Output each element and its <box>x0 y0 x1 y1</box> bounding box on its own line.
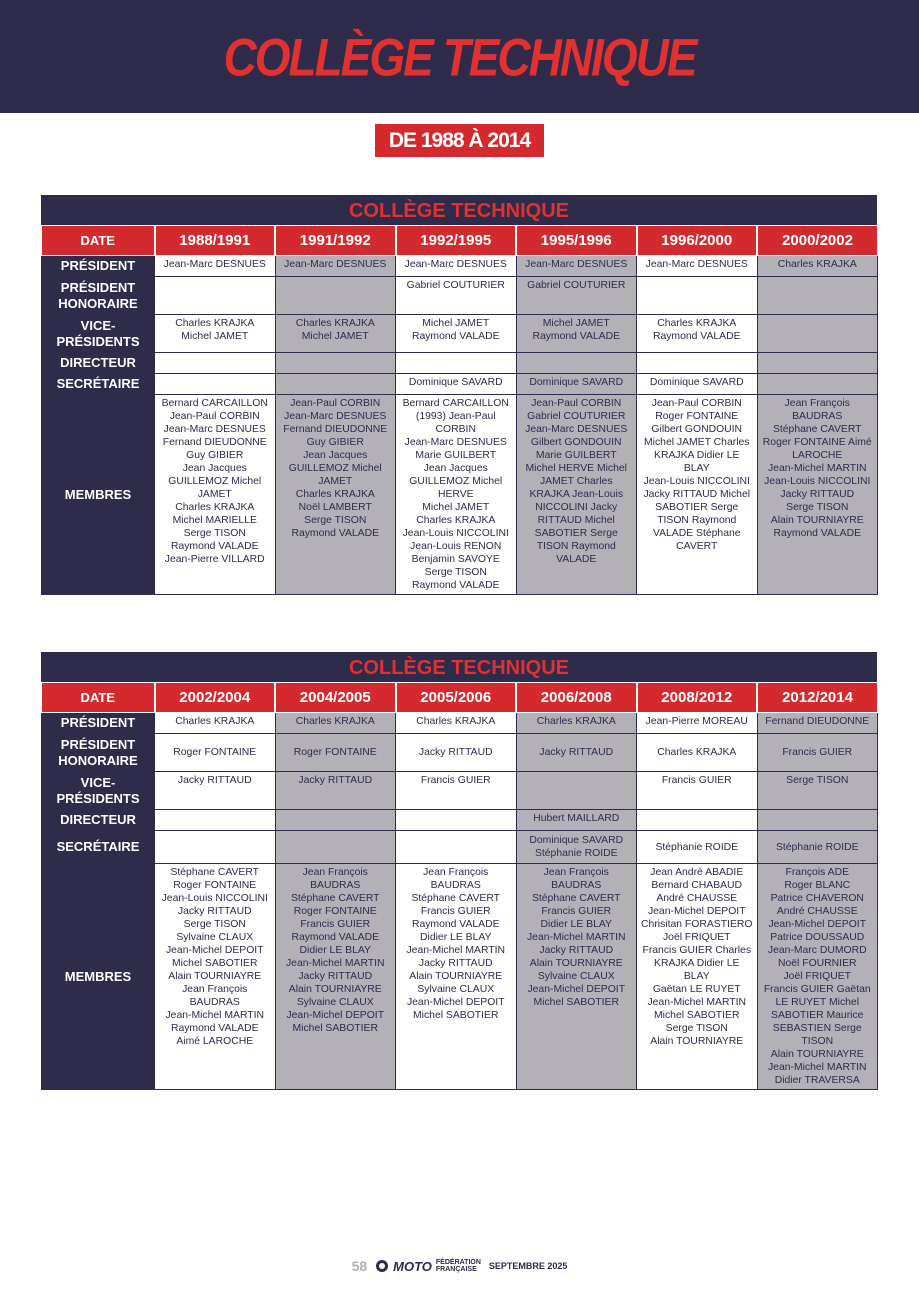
row-label: VICE-PRÉSIDENTS <box>42 772 155 810</box>
logo-line-1: FÉDÉRATION <box>435 1259 481 1266</box>
table-cell: Jean-Marc DESNUES <box>637 256 758 277</box>
table-cell <box>396 810 517 831</box>
members-cell: Jean-Paul CORBIN Roger FONTAINE Gilbert GONDOUIN Michel JAMET Charles KRAJKA Didier LE BLAY Jean-Louis NICCOLINI Jacky RITTAUD Michel SABOTIER Serge TISON Raymond VALADE Stéphane CAVERT <box>637 395 758 595</box>
table-cell <box>516 353 637 374</box>
table-cell <box>275 810 396 831</box>
members-cell: Jean François BAUDRAS Stéphane CAVERT Roger FONTAINE Aimé LAROCHE Jean-Michel MARTIN Jean-Louis NICCOLINI Jacky RITTAUD Serge TISON Alain TOURNIAYRE Raymond VALADE <box>757 395 878 595</box>
table-cell: Charles KRAJKA <box>516 713 637 734</box>
members-cell: Jean-Paul CORBIN Jean-Marc DESNUES Fernand DIEUDONNE Guy GIBIER Jean Jacques GUILLEMOZ Michel JAMET Charles KRAJKA Noël LAMBERT Serge TISON Raymond VALADE <box>275 395 396 595</box>
page-footer <box>0 1256 919 1276</box>
table-cell: Charles KRAJKA Raymond VALADE <box>637 315 758 353</box>
table-cell: Dominique SAVARD Stéphanie ROIDE <box>516 831 637 864</box>
row-label: MEMBRES <box>42 864 155 1090</box>
table-cell <box>396 353 517 374</box>
members-table <box>41 682 878 1090</box>
period-header: 2004/2005 <box>275 683 396 713</box>
members-cell: Jean François BAUDRAS Stéphane CAVERT Francis GUIER Raymond VALADE Didier LE BLAY Jean-Michel MARTIN Jacky RITTAUD Alain TOURNIAYRE Sylvaine CLAUX Jean-Michel DEPOIT Michel SABOTIER <box>396 864 517 1090</box>
table-cell <box>757 315 878 353</box>
period-header: 2012/2014 <box>757 683 878 713</box>
table-cell <box>757 374 878 395</box>
table-cell: Francis GUIER <box>637 772 758 810</box>
table-row <box>42 734 878 772</box>
table-cell: Jean-Marc DESNUES <box>396 256 517 277</box>
table-cell <box>275 374 396 395</box>
row-label: SECRÉTAIRE <box>42 831 155 864</box>
table-cell: Jacky RITTAUD <box>155 772 276 810</box>
table-cell: Jacky RITTAUD <box>396 734 517 772</box>
period-header: 1992/1995 <box>396 226 517 256</box>
row-label: PRÉSIDENT <box>42 256 155 277</box>
members-cell: Bernard CARCAILLON (1993) Jean-Paul CORBIN Jean-Marc DESNUES Marie GUILBERT Jean Jacques GUILLEMOZ Michel HERVE Michel JAMET Charles KRAJKA Jean-Louis NICCOLINI Jean-Louis RENON Benjamin SAVOYE Serge TISON Raymond VALADE <box>396 395 517 595</box>
table-cell <box>637 810 758 831</box>
ffm-logo <box>375 1259 481 1274</box>
row-label: PRÉSIDENT <box>42 713 155 734</box>
college-table-2002-2014 <box>41 652 877 1090</box>
table-cell: Michel JAMET Raymond VALADE <box>516 315 637 353</box>
table-cell: Gabriel COUTURIER <box>396 277 517 315</box>
table-cell: Jacky RITTAUD <box>516 734 637 772</box>
table-cell: Hubert MAILLARD <box>516 810 637 831</box>
table-cell: Jean-Pierre MOREAU <box>637 713 758 734</box>
period-header: 1996/2000 <box>637 226 758 256</box>
row-label: MEMBRES <box>42 395 155 595</box>
table-cell <box>637 353 758 374</box>
table-cell: Charles KRAJKA Michel JAMET <box>155 315 276 353</box>
table-title: COLLÈGE TECHNIQUE <box>41 652 877 682</box>
members-cell: Jean François BAUDRAS Stéphane CAVERT Roger FONTAINE Francis GUIER Raymond VALADE Didier LE BLAY Jean-Michel MARTIN Jacky RITTAUD Alain TOURNIAYRE Sylvaine CLAUX Jean-Michel DEPOIT Michel SABOTIER <box>275 864 396 1090</box>
header-row <box>42 683 878 713</box>
table-cell <box>396 831 517 864</box>
table-cell <box>155 374 276 395</box>
table-cell: Charles KRAJKA <box>637 734 758 772</box>
table-row <box>42 395 878 595</box>
page-number: 58 <box>351 1258 368 1274</box>
logo-moto-text: MOTO <box>393 1258 432 1274</box>
issue-date: SEPTEMBRE 2025 <box>488 1261 568 1271</box>
table-title: COLLÈGE TECHNIQUE <box>41 195 877 225</box>
table-cell: Roger FONTAINE <box>155 734 276 772</box>
table-cell: Dominique SAVARD <box>516 374 637 395</box>
table-row <box>42 831 878 864</box>
period-header: 2000/2002 <box>757 226 878 256</box>
table-row <box>42 353 878 374</box>
members-cell: Jean François BAUDRAS Stéphane CAVERT Francis GUIER Didier LE BLAY Jean-Michel MARTIN Jacky RITTAUD Alain TOURNIAYRE Sylvaine CLAUX Jean-Michel DEPOIT Michel SABOTIER <box>516 864 637 1090</box>
table-cell: Charles KRAJKA <box>396 713 517 734</box>
table-cell: Jean-Marc DESNUES <box>155 256 276 277</box>
table-cell: Stéphanie ROIDE <box>637 831 758 864</box>
table-cell: Jacky RITTAUD <box>275 772 396 810</box>
table-cell: Fernand DIEUDONNE <box>757 713 878 734</box>
table-row <box>42 315 878 353</box>
table-cell: Jean-Marc DESNUES <box>275 256 396 277</box>
table-cell: Charles KRAJKA <box>155 713 276 734</box>
members-cell: François ADE Roger BLANC Patrice CHAVERON André CHAUSSE Jean-Michel DEPOIT Patrice DOUSSAUD Jean-Marc DUMORD Noël FOURNIER Joël FRIQUET Francis GUIER Gaëtan LE RUYET Michel SABOTIER Maurice SEBASTIEN Serge TISON Alain TOURNIAYRE Jean-Michel MARTIN Didier TRAVERSA <box>757 864 878 1090</box>
table-row <box>42 810 878 831</box>
period-header: 2006/2008 <box>516 683 637 713</box>
row-label: DIRECTEUR <box>42 810 155 831</box>
row-label: DIRECTEUR <box>42 353 155 374</box>
table-cell <box>155 277 276 315</box>
table-cell: Charles KRAJKA <box>757 256 878 277</box>
members-cell: Jean-Paul CORBIN Gabriel COUTURIER Jean-Marc DESNUES Gilbert GONDOUIN Marie GUILBERT Michel HERVE Michel JAMET Charles KRAJKA Jean-Louis NICCOLINI Jacky RITTAUD Michel SABOTIER Serge TISON Raymond VALADE <box>516 395 637 595</box>
logo-line-2: FRANÇAISE <box>435 1266 477 1273</box>
table-cell: Stéphanie ROIDE <box>757 831 878 864</box>
table-cell <box>757 353 878 374</box>
header-band <box>0 0 919 113</box>
members-table <box>41 225 878 595</box>
period-header: 2002/2004 <box>155 683 276 713</box>
table-row <box>42 256 878 277</box>
period-header: 1995/1996 <box>516 226 637 256</box>
row-label: PRÉSIDENT HONORAIRE <box>42 734 155 772</box>
members-cell: Jean André ABADIE Bernard CHABAUD André CHAUSSE Jean-Michel DEPOIT Chrisitan FORASTIERO Joël FRIQUET Francis GUIER Charles KRAJKA Didier LE BLAY Gaëtan LE RUYET Jean-Michel MARTIN Michel SABOTIER Serge TISON Alain TOURNIAYRE <box>637 864 758 1090</box>
table-cell: Charles KRAJKA Michel JAMET <box>275 315 396 353</box>
table-cell <box>757 810 878 831</box>
table-row <box>42 277 878 315</box>
period-badge: DE 1988 À 2014 <box>375 124 544 157</box>
table-cell <box>155 353 276 374</box>
table-row <box>42 772 878 810</box>
table-cell <box>275 353 396 374</box>
table-cell: Serge TISON <box>757 772 878 810</box>
table-cell: Dominique SAVARD <box>637 374 758 395</box>
table-cell: Jean-Marc DESNUES <box>516 256 637 277</box>
table-cell: Michel JAMET Raymond VALADE <box>396 315 517 353</box>
date-header: DATE <box>42 226 155 256</box>
period-header: 2008/2012 <box>637 683 758 713</box>
table-cell: Dominique SAVARD <box>396 374 517 395</box>
members-cell: Stéphane CAVERT Roger FONTAINE Jean-Louis NICCOLINI Jacky RITTAUD Serge TISON Sylvaine CLAUX Jean-Michel DEPOIT Michel SABOTIER Alain TOURNIAYRE Jean François BAUDRAS Jean-Michel MARTIN Raymond VALADE Aimé LAROCHE <box>155 864 276 1090</box>
table-cell: Charles KRAJKA <box>275 713 396 734</box>
page-title: COLLÈGE TECHNIQUE <box>223 26 696 87</box>
header-row <box>42 226 878 256</box>
table-row <box>42 713 878 734</box>
table-cell <box>155 810 276 831</box>
period-header: 1991/1992 <box>275 226 396 256</box>
table-cell <box>637 277 758 315</box>
college-table-1988-2002 <box>41 195 877 595</box>
row-label: SECRÉTAIRE <box>42 374 155 395</box>
table-cell <box>516 772 637 810</box>
table-row <box>42 374 878 395</box>
table-cell <box>155 831 276 864</box>
row-label: PRÉSIDENT HONORAIRE <box>42 277 155 315</box>
table-cell <box>275 277 396 315</box>
date-header: DATE <box>42 683 155 713</box>
table-cell: Francis GUIER <box>396 772 517 810</box>
period-header: 2005/2006 <box>396 683 517 713</box>
table-cell: Francis GUIER <box>757 734 878 772</box>
members-cell: Bernard CARCAILLON Jean-Paul CORBIN Jean-Marc DESNUES Fernand DIEUDONNE Guy GIBIER Jean Jacques GUILLEMOZ Michel JAMET Charles KRAJKA Michel MARIELLE Serge TISON Raymond VALADE Jean-Pierre VILLARD <box>155 395 276 595</box>
table-cell: Gabriel COUTURIER <box>516 277 637 315</box>
logo-federation <box>436 1259 481 1273</box>
table-cell: Roger FONTAINE <box>275 734 396 772</box>
period-header: 1988/1991 <box>155 226 276 256</box>
table-row <box>42 864 878 1090</box>
table-cell <box>757 277 878 315</box>
moto-icon <box>375 1259 389 1273</box>
table-cell <box>275 831 396 864</box>
row-label: VICE-PRÉSIDENTS <box>42 315 155 353</box>
